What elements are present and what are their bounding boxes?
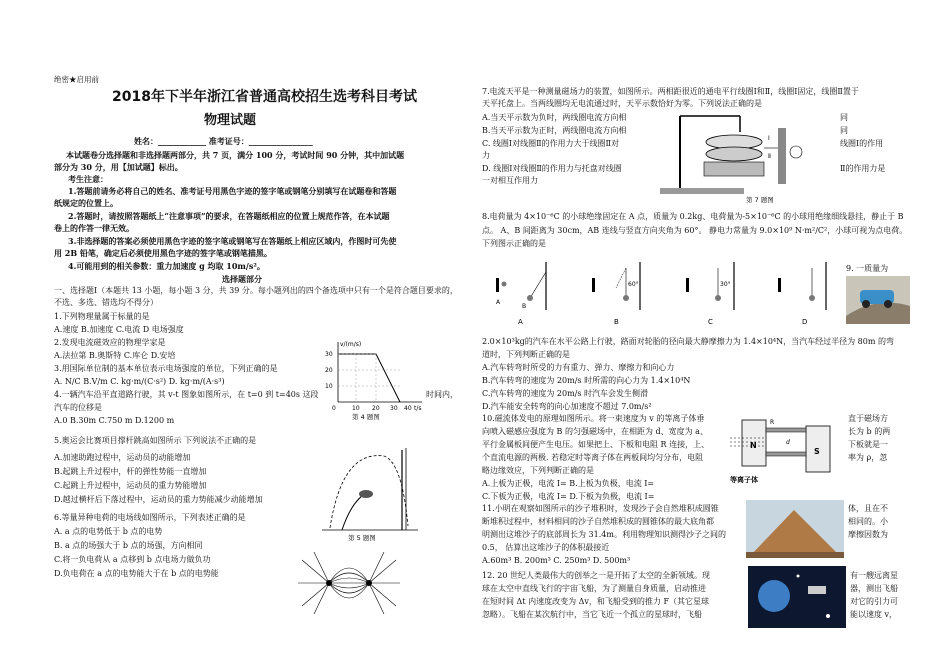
question-text: 11.小明在观察如图所示的沙子堆积时，发现沙子会自然堆积成圆锥	[482, 504, 719, 513]
question-options: A.法拉第 B.奥斯特 C.库仑 D.安培	[54, 351, 176, 360]
question-text: 时间内，	[426, 390, 458, 399]
question-text: 略边缘效应，下列判断正确的是	[482, 466, 594, 475]
question-text-tail: 体，且在不	[848, 504, 888, 513]
x-axis-label: t/s	[414, 405, 422, 412]
question-option: A. a 点的电势低于 b 点的电势	[54, 527, 163, 536]
question-text: 5.奥运会比赛项目撑杆跳高如图所示 下列说法不正确的是	[54, 436, 257, 445]
intro-line: 4.可能用到的相关参数：重力加速度 g 均取 10m/s²。	[68, 261, 265, 271]
ground	[746, 552, 844, 558]
question-text-tail: 率为 ρ，忽	[848, 453, 888, 462]
question-text-tail: 直于磁场方	[848, 414, 888, 423]
question-text: 一、选择题Ⅰ（本题共 13 小题，每小题 3 分，共 39 分。每小题列出的四个备选项中只有一个是符合题目要求的，	[54, 286, 458, 295]
option-label: B	[614, 318, 619, 326]
question-option: A.上板为正极，电流 I= B.上板为负极，电流 I=	[482, 479, 655, 488]
question-options: A.速度 B.加速度 C.电流 D 电场强度	[54, 325, 184, 334]
question-options: A.0 B.30m C.750 m D.1200 m	[54, 416, 175, 425]
star-icon	[797, 575, 800, 578]
question-text: 下列图示正确的是	[482, 239, 546, 248]
question-option: C.下板为正极，电流 I= D.下板为负极，电流 I=	[482, 492, 655, 501]
question-option-tail: 同	[840, 113, 848, 122]
question-option: B. a 点的场强大于 b 点的场强，方向相同	[54, 541, 203, 550]
intro-line: 纸规定的位置上。	[54, 198, 118, 208]
exam-title: 2018年下半年浙江省普通高校招生选考科目考试	[112, 89, 417, 105]
charge-options-figure	[482, 258, 842, 328]
question-text-tail: 相同的。小	[848, 517, 888, 526]
x-tick-label: 40	[404, 405, 412, 412]
question-text: 0.5， 估算出这堆沙子的体积最接近	[482, 543, 610, 552]
svg-text:R: R	[770, 419, 775, 426]
dipole-field-figure	[294, 548, 404, 618]
question-option: C.汽车转弯的速度为 20m/s 时汽车会发生侧滑	[482, 389, 649, 398]
question-text-tail: 下板就是一	[848, 440, 888, 449]
question-text: 在短时间 Δt 内速度改变为 Δv，和飞船受到的推力 F（其它星球	[482, 597, 710, 606]
intro-line: 考生注意：	[68, 174, 108, 184]
question-option: A.加速助跑过程中，运动员的动能增加	[54, 453, 191, 462]
question-text: 12. 20 世纪人类最伟大的创举之一是开拓了太空的全新领域。现	[482, 571, 710, 580]
field-lines	[298, 552, 400, 614]
question-text: 向喷入磁感应强度为 B 的匀强磁场中，在相距为 d、宽度为 a、	[482, 427, 708, 436]
option-c-diagram	[686, 262, 734, 326]
question-text: 9. 一质量为	[846, 264, 889, 273]
name-line: 姓名：____________ 准考证号：________________	[134, 136, 313, 146]
sand-pile-image	[746, 500, 844, 558]
y-tick-label: 30	[325, 351, 333, 358]
question-option: 一对相互作用力	[482, 176, 538, 185]
question-text: 断堆积过程中，材料相同的沙子自然堆积成的圆锥体的最大底角都	[482, 517, 714, 526]
question-text: 平行金属板间便产生电压。如果把上、下板和电阻 R 连接，上、	[482, 440, 710, 449]
option-label: A	[518, 318, 523, 326]
figure-caption: 第 5 题图	[348, 534, 376, 542]
negative-charge	[366, 580, 372, 586]
question-text: 天平托盘上。当两线圈均无电流通过时，天平示数恰好为零。下列说法正确的是	[482, 99, 762, 108]
question-option: C.将一负电荷从 a 点移到 b 点电场力做负功	[54, 555, 211, 564]
athlete-icon	[359, 490, 373, 498]
scale-dial	[790, 146, 802, 158]
upper-plate	[766, 428, 806, 432]
origin-label: 0	[332, 405, 336, 412]
question-text: 8.电荷量为 4×10⁻⁶C 的小球绝缘固定在 A 点，质量为 0.2kg、电荷量为-5×10⁻⁶C 的小球用绝缘细线悬挂，静止于 B	[482, 212, 904, 221]
intro-line: 用 2B 铅笔，确定后必须使用黑色字迹的签字笔或钢笔描黑。	[54, 248, 272, 258]
scale-body	[778, 128, 786, 184]
planet-icon	[758, 580, 790, 612]
question-text-tail: 有一艘远离星	[850, 571, 898, 580]
space-image	[748, 566, 846, 628]
y-axis-label: v/(m/s)	[340, 341, 362, 348]
question-text: 6.等量异种电荷的电场线如图所示，下列表述正确的是	[54, 513, 246, 522]
y-tick-label: 10	[325, 383, 333, 390]
question-option: C. 线圈Ⅰ对线圈Ⅱ的作用力大于线圈Ⅱ对	[482, 139, 619, 148]
question-option: A.当天平示数为负时，两线圈电流方向相	[482, 113, 627, 122]
question-option: B.起跳上升过程中，杆的弹性势能一直增加	[54, 467, 207, 476]
question-options: A. N/C B.V/m C. kg·m/(C·s²) D. kg·m/(A·s³)	[54, 377, 225, 386]
question-text: 球在太空中直线飞行的宇宙飞船，为了测量自身质量，启动推进	[482, 584, 706, 593]
question-text: 2.0×10³kg的汽车在水平公路上行驶，路面对轮胎的径向最大静摩擦力为 1.4×10⁴N，当汽车经过半径为 80m 的弯	[482, 337, 894, 346]
car-turn-image	[846, 276, 910, 324]
question-option: D. 线圈Ⅰ对线圈Ⅱ的作用力与托盘对线圈	[482, 164, 622, 173]
vt-line	[338, 354, 400, 402]
question-text: 忽略）。飞船在某次航行中，当它飞近一个孤立的星球时，飞船	[482, 610, 702, 619]
positive-charge	[326, 580, 332, 586]
balance-pan	[704, 162, 764, 176]
coil-label: Ⅰ	[768, 135, 770, 142]
question-text-tail: 对它的引力可	[850, 597, 898, 606]
question-text-tail: 器，测出飞船	[850, 584, 898, 593]
x-tick-label: 10	[352, 405, 360, 412]
figure-caption: 等离子体	[730, 476, 758, 484]
option-label: C	[708, 318, 713, 326]
option-d-diagram	[778, 262, 826, 326]
question-options: A.60m³ B. 200m³ C. 250m³ D. 500m³	[482, 556, 631, 565]
question-text: 7.电流天平是一种测量磁场力的装置，如图所示。两相距很近的通电平行线圈Ⅰ和Ⅱ，线圈Ⅰ固定，线圈Ⅱ置于	[482, 87, 859, 96]
question-text-tail: 能以速度 v，	[850, 610, 898, 619]
question-text-tail: 长为 b 的两	[848, 427, 891, 436]
secret-label: 绝密★启用前	[54, 75, 99, 84]
coil-two	[706, 147, 762, 161]
svg-text:30°: 30°	[720, 281, 731, 288]
question-text: 道时，下列判断正确的是	[482, 350, 570, 359]
option-a-diagram	[496, 262, 546, 326]
question-option: D.越过横杆后下落过程中，运动员的重力势能减少动能增加	[54, 495, 263, 504]
star-icon	[826, 614, 830, 618]
spacecraft-icon	[808, 586, 826, 594]
wheel-icon	[884, 300, 892, 308]
question-text: 汽车的位移是	[54, 403, 102, 412]
question-text: 不选、多选、错选均不得分）	[54, 298, 158, 307]
svg-text:60°: 60°	[628, 281, 639, 288]
question-option: A.汽车转弯时所受的力有重力、弹力、摩擦力和向心力	[482, 363, 675, 372]
question-option-tail: 同	[840, 126, 848, 135]
option-label: D	[802, 318, 808, 326]
intro-line: 部分为 30 分，用【加试题】标出。	[54, 162, 183, 172]
question-text: 个直流电源的两极. 若稳定时等离子体在两板间均匀分布，电阻	[482, 453, 704, 462]
question-option-tail: 线圈Ⅰ的作用	[840, 139, 884, 148]
mhd-generator-figure	[726, 408, 846, 488]
svg-text:A: A	[496, 299, 501, 306]
question-option: D.汽车能安全转弯的向心加速度不超过 7.0m/s²	[482, 402, 652, 411]
svg-text:S: S	[814, 447, 820, 456]
svg-text:N: N	[750, 441, 757, 450]
question-text-tail: 摩擦因数为	[848, 530, 888, 539]
figure-caption: 第 4 题图	[352, 413, 380, 420]
question-option: 力	[482, 151, 490, 160]
vt-graph-figure	[322, 338, 426, 420]
lower-plate	[766, 452, 806, 456]
question-option: B.当天平示数为正时，两线圈电流方向相	[482, 126, 627, 135]
question-option-tail: Ⅱ的作用力是	[840, 164, 886, 173]
question-option: D.负电荷在 a 点的电势能大于在 b 点的电势能	[54, 569, 219, 578]
figure-caption: 第 7 题图	[746, 196, 774, 204]
question-option: C.起跳上升过程中，运动员的重力势能增加	[54, 481, 207, 490]
svg-text:d: d	[786, 439, 790, 446]
coil-label: Ⅱ	[768, 153, 771, 160]
x-tick-label: 20	[372, 405, 380, 412]
question-option: B.汽车转弯的速度为 20m/s 时所需的向心力为 1.4×10⁴N	[482, 376, 691, 385]
y-tick-label: 20	[325, 367, 333, 374]
question-text: 2.发现电流磁效应的物理学家是	[54, 338, 166, 347]
intro-line: 3.非选择题的答案必须使用黑色字迹的签字笔或钢笔写在答题纸上相应区域内，作图时可先使	[68, 236, 397, 246]
balance-base	[660, 188, 744, 194]
intro-line: 本试题卷分选择题和非选择题两部分，共 7 页，满分 100 分，考试时间 90 分钟，其中加试题	[66, 150, 405, 160]
x-tick-label: 30	[390, 405, 398, 412]
section-heading: 选择题部分	[222, 274, 262, 284]
question-text: 1.下列物理量属于标量的是	[54, 312, 150, 321]
svg-text:B: B	[522, 303, 527, 310]
question-text: 明测出这堆沙子的底部周长为 31.4m。利用物理知识测得沙子之间的	[482, 530, 726, 539]
question-text: 点。 A、B 间距离为 30cm，AB 连线与竖直方向夹角为 60°。 静电力常量为 9.0×10⁹ N·m²/C²，小球可视为点电荷。	[482, 226, 908, 235]
question-text: 3.用国际单位制的基本单位表示电场强度的单位，下列正确的是	[54, 364, 278, 373]
intro-line: 卷上的作答一律无效。	[54, 223, 134, 233]
pole-vault-figure	[322, 430, 418, 542]
exam-subtitle: 物理试题	[204, 113, 257, 128]
question-text: 4.一辆汽车沿平直道路行驶，其 v-t 图象如图所示，在 t=0 到 t=40s 这段	[54, 390, 319, 399]
current-balance-figure	[660, 108, 840, 204]
question-text: 10.磁流体发电的原理如图所示。将一束速度为 v 的等离子体垂	[482, 414, 705, 423]
intro-line: 2.答题时，请按照答题纸上“注意事项”的要求，在答题纸相应的位置上规范作答，在本试题	[68, 211, 390, 221]
option-b-diagram	[592, 262, 640, 326]
intro-line: 1.答题前请务必将自己的姓名、准考证号用黑色字迹的签字笔或钢笔分别填写在试题卷和答题	[68, 186, 397, 196]
wheel-icon	[862, 300, 870, 308]
